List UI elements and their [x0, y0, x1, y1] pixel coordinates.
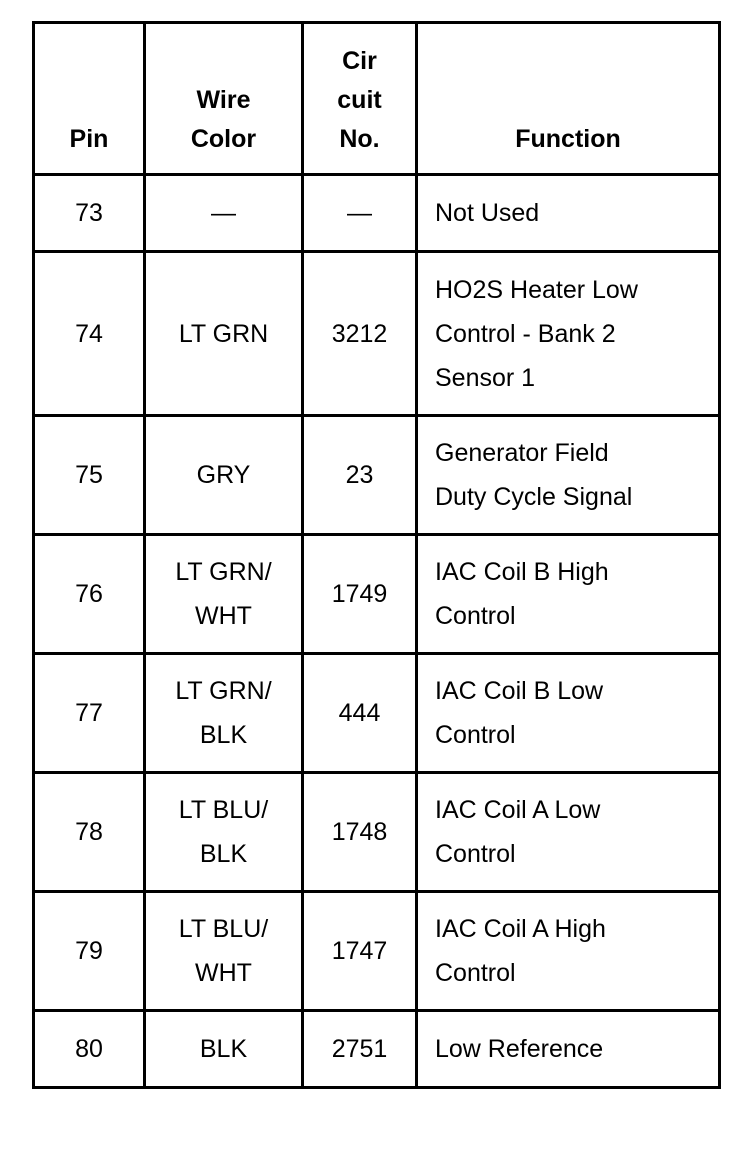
header-wire-color-line: Color	[190, 125, 257, 153]
header-circuit-no	[303, 23, 417, 175]
function-value: HO2S Heater Low	[435, 275, 638, 304]
function-value: Generator Field	[435, 439, 609, 467]
function-value: Control - Bank 2	[435, 319, 616, 348]
pin-cell	[34, 535, 145, 654]
header-circuit-line: No.	[339, 125, 380, 153]
function-value: Control	[435, 959, 516, 987]
function-value: IAC Coil A Low	[435, 796, 601, 824]
pin-cell	[34, 773, 145, 892]
function-cell	[417, 892, 720, 1011]
wire-color-value: WHT	[195, 959, 252, 987]
function-cell	[417, 175, 720, 252]
wire-color-cell	[145, 175, 303, 252]
table-row	[34, 1011, 720, 1088]
header-pin-label: Pin	[69, 125, 109, 153]
wire-color-value: GRY	[196, 461, 251, 489]
pin-cell	[34, 892, 145, 1011]
circuit-cell	[303, 175, 417, 252]
header-circuit-line: cuit	[337, 86, 382, 114]
pin-value: 78	[75, 818, 103, 846]
pin-cell	[34, 654, 145, 773]
header-circuit-line: Cir	[342, 47, 377, 75]
function-value: IAC Coil A High	[435, 915, 606, 943]
pin-value: 77	[75, 699, 103, 727]
function-value: IAC Coil B High	[435, 558, 609, 586]
function-value: Sensor 1	[435, 363, 536, 392]
table-row	[34, 416, 720, 535]
circuit-value: —	[347, 199, 372, 227]
table-row	[34, 175, 720, 252]
function-cell	[417, 252, 720, 416]
circuit-cell	[303, 892, 417, 1011]
wire-color-value: —	[211, 199, 236, 227]
wire-color-cell	[145, 773, 303, 892]
circuit-cell	[303, 252, 417, 416]
pin-cell	[34, 1011, 145, 1088]
function-cell	[417, 1011, 720, 1088]
circuit-cell	[303, 1011, 417, 1088]
pin-value: 75	[75, 461, 103, 489]
pin-cell	[34, 416, 145, 535]
table-row	[34, 892, 720, 1011]
function-value: Control	[435, 840, 516, 868]
wire-color-value: BLK	[199, 840, 248, 868]
pin-value: 73	[75, 199, 103, 227]
function-value: Not Used	[435, 199, 540, 227]
function-cell	[417, 416, 720, 535]
circuit-cell	[303, 535, 417, 654]
table-row	[34, 535, 720, 654]
pin-value: 80	[75, 1035, 103, 1063]
circuit-cell	[303, 773, 417, 892]
wire-color-cell	[145, 535, 303, 654]
connector-pinout-table	[32, 21, 721, 1089]
function-value: Duty Cycle Signal	[435, 483, 633, 511]
function-cell	[417, 773, 720, 892]
table-row	[34, 252, 720, 416]
pin-value: 74	[75, 319, 103, 348]
circuit-cell	[303, 416, 417, 535]
circuit-value: 1748	[331, 818, 388, 846]
function-value: Control	[435, 721, 516, 749]
wire-color-value: LT GRN	[178, 319, 269, 348]
wire-color-cell	[145, 416, 303, 535]
header-function	[417, 23, 720, 175]
header-function-label: Function	[515, 125, 621, 153]
pin-value: 79	[75, 937, 103, 965]
circuit-value: 2751	[331, 1035, 388, 1063]
header-pin	[34, 23, 145, 175]
wire-color-value: BLK	[199, 721, 248, 749]
wire-color-value: LT GRN/	[175, 558, 272, 586]
wire-color-cell	[145, 892, 303, 1011]
table-row	[34, 773, 720, 892]
circuit-value: 1749	[331, 580, 388, 608]
function-cell	[417, 654, 720, 773]
wire-color-cell	[145, 1011, 303, 1088]
header-row	[34, 23, 720, 175]
wire-color-value: LT BLU/	[178, 796, 269, 824]
wire-color-value: WHT	[195, 602, 252, 630]
circuit-value: 3212	[331, 319, 388, 348]
function-value: Control	[435, 602, 516, 630]
circuit-cell	[303, 654, 417, 773]
table-row	[34, 654, 720, 773]
function-value: IAC Coil B Low	[435, 677, 604, 705]
circuit-value: 1747	[331, 937, 388, 965]
circuit-value: 23	[345, 461, 374, 489]
pin-cell	[34, 175, 145, 252]
function-cell	[417, 535, 720, 654]
wire-color-value: LT GRN/	[175, 677, 272, 705]
pin-value: 76	[75, 580, 103, 608]
function-value: Low Reference	[435, 1035, 604, 1063]
pin-cell	[34, 252, 145, 416]
circuit-value: 444	[338, 699, 381, 727]
wire-color-value: LT BLU/	[178, 915, 269, 943]
wire-color-cell	[145, 252, 303, 416]
header-wire-color	[145, 23, 303, 175]
wire-color-value: BLK	[199, 1035, 248, 1063]
table-body	[34, 175, 720, 1088]
wire-color-cell	[145, 654, 303, 773]
header-wire-color-line: Wire	[196, 86, 251, 114]
